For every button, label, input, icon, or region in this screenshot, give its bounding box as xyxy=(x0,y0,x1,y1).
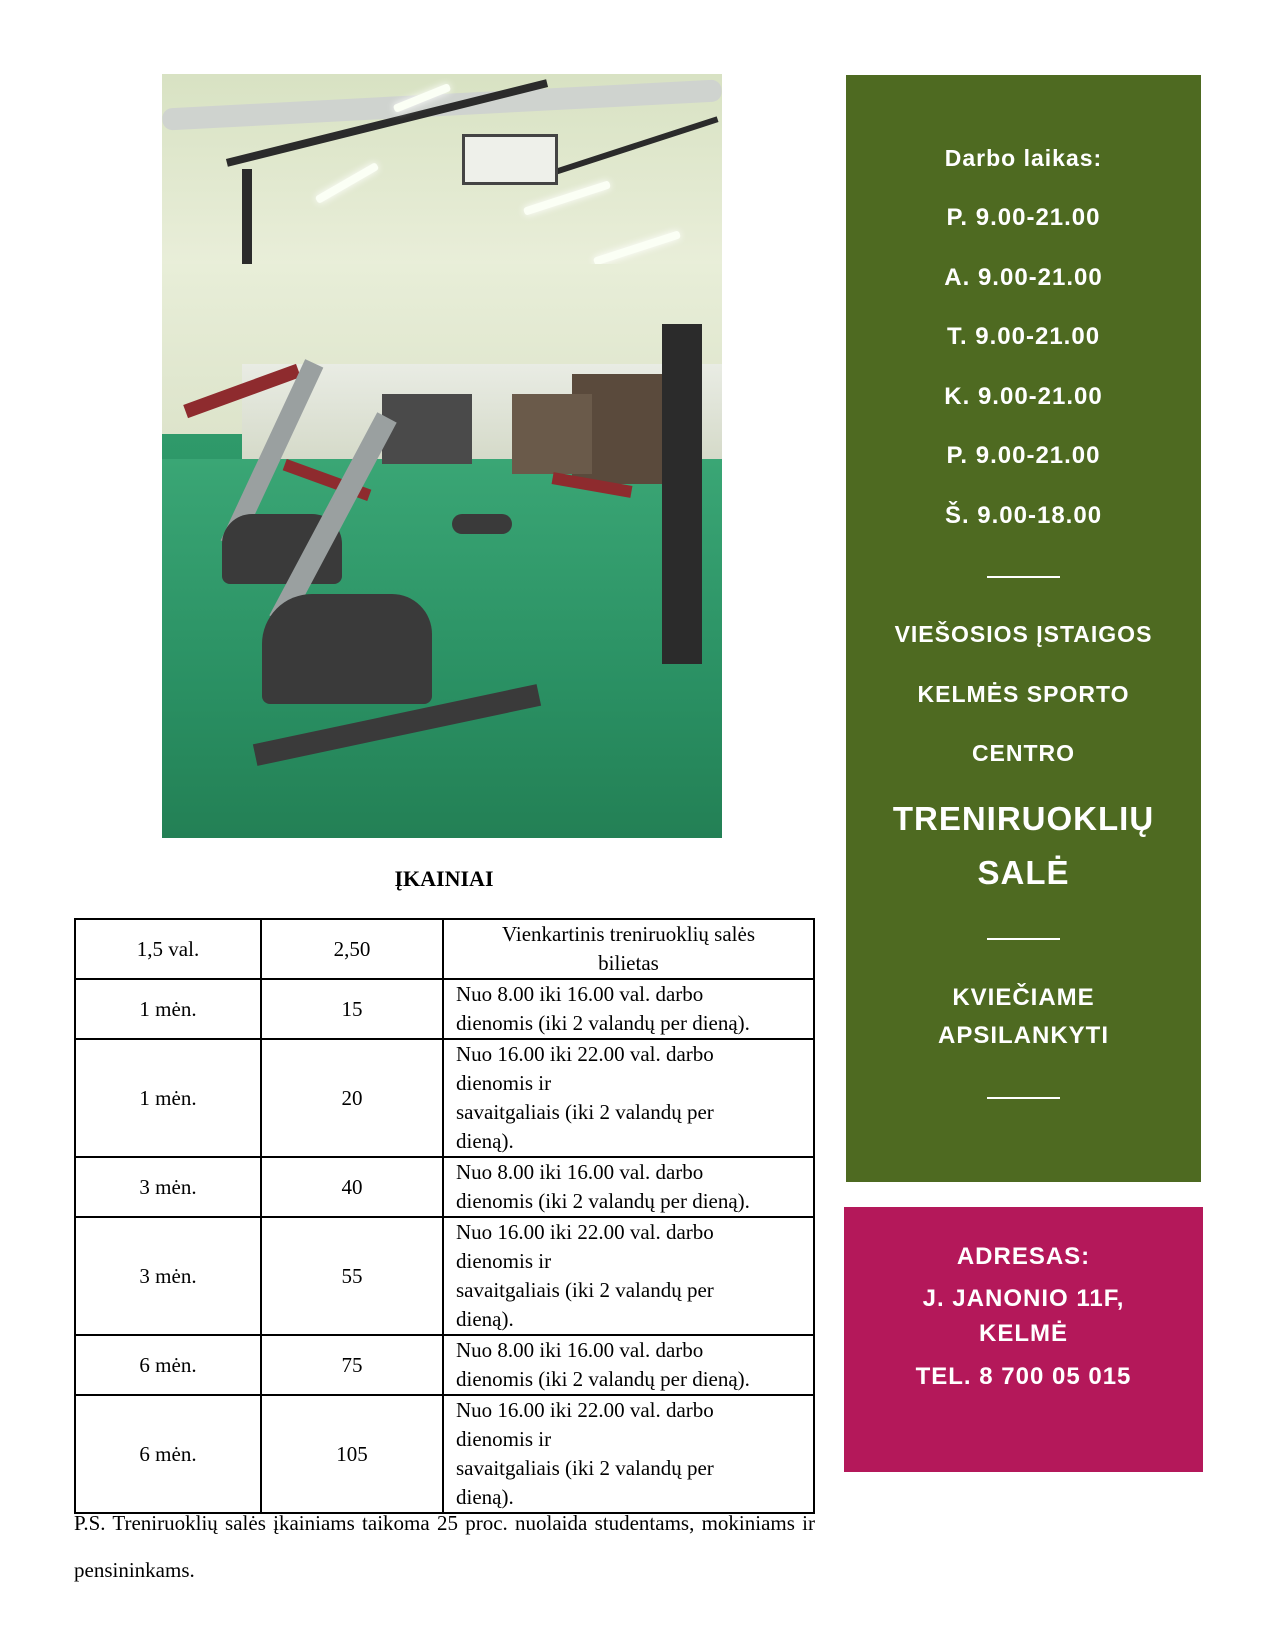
hours-panel xyxy=(846,75,1201,1182)
hours-thursday: K. 9.00-21.00 xyxy=(944,383,1103,410)
period-cell: 3 mėn. xyxy=(75,1157,261,1217)
hours-tuesday: A. 9.00-21.00 xyxy=(944,264,1103,291)
price-cell: 15 xyxy=(261,979,443,1039)
period-cell: 6 mėn. xyxy=(75,1395,261,1513)
address-label: ADRESAS: xyxy=(956,1243,1091,1270)
address-street: J. JANONIO 11F, xyxy=(922,1285,1125,1312)
invite-line-2: APSILANKYTI xyxy=(937,1022,1109,1049)
description-line: Nuo 8.00 iki 16.00 val. darbo xyxy=(456,1338,704,1362)
treadmill xyxy=(512,394,592,474)
description-line: dieną). xyxy=(456,1307,514,1331)
description-line: dienomis ir xyxy=(456,1071,552,1095)
table-row xyxy=(75,1157,814,1217)
description-cell xyxy=(443,1039,814,1157)
description-line: dienomis ir xyxy=(456,1427,552,1451)
period-cell: 6 mėn. xyxy=(75,1335,261,1395)
org-line-1: VIEŠOSIOS ĮSTAIGOS xyxy=(894,621,1153,647)
description-line: dienomis (iki 2 valandų per dieną). xyxy=(456,1367,750,1391)
phone: TEL. 8 700 05 015 xyxy=(915,1363,1132,1390)
description-line: dienomis (iki 2 valandų per dieną). xyxy=(456,1189,750,1213)
discount-note: P.S. Treniruoklių salės įkainiams taikoma 25 proc. nuolaida studentams, mokiniams ir pensininkams. xyxy=(74,1511,815,1582)
divider xyxy=(987,938,1060,940)
price-cell: 2,50 xyxy=(261,919,443,979)
air-conditioner xyxy=(462,134,558,185)
price-cell: 55 xyxy=(261,1217,443,1335)
description-cell xyxy=(443,1157,814,1217)
period-cell: 1 mėn. xyxy=(75,1039,261,1157)
description-cell xyxy=(443,979,814,1039)
hours-wednesday: T. 9.00-21.00 xyxy=(946,323,1101,350)
pricing-table xyxy=(74,918,815,1514)
price-cell: 105 xyxy=(261,1395,443,1513)
table-row xyxy=(75,1217,814,1335)
description-line: Nuo 8.00 iki 16.00 val. darbo xyxy=(456,982,704,1006)
price-cell: 75 xyxy=(261,1335,443,1395)
hours-saturday: Š. 9.00-18.00 xyxy=(944,502,1103,529)
org-line-2: KELMĖS SPORTO xyxy=(917,681,1130,707)
pricing-title: ĮKAINIAI xyxy=(394,866,494,891)
exercise-bike xyxy=(262,594,432,704)
period-cell: 1,5 val. xyxy=(75,919,261,979)
table-row xyxy=(75,1395,814,1513)
table-row xyxy=(75,1039,814,1157)
org-line-3: CENTRO xyxy=(971,740,1076,766)
price-cell: 20 xyxy=(261,1039,443,1157)
hall-title-1: TRENIRUOKLIŲ xyxy=(892,800,1155,837)
table-row xyxy=(75,919,814,979)
hours-friday: P. 9.00-21.00 xyxy=(946,442,1101,469)
address-city: KELMĖ xyxy=(979,1320,1068,1347)
bike-seat xyxy=(452,514,512,534)
description-line: dienomis (iki 2 valandų per dieną). xyxy=(456,1011,750,1035)
contact-panel xyxy=(844,1205,1203,1472)
hours-monday: P. 9.00-21.00 xyxy=(946,204,1101,231)
description-line: savaitgaliais (iki 2 valandų per xyxy=(456,1456,714,1480)
period-cell: 3 mėn. xyxy=(75,1217,261,1335)
weight-machine xyxy=(662,324,702,664)
description-line: Nuo 16.00 iki 22.00 val. darbo xyxy=(456,1220,714,1244)
description-cell xyxy=(443,1395,814,1513)
period-cell: 1 mėn. xyxy=(75,979,261,1039)
description-line: Nuo 16.00 iki 22.00 val. darbo xyxy=(456,1398,714,1422)
description-line: dieną). xyxy=(456,1129,514,1153)
invite-line-1: KVIEČIAME xyxy=(952,984,1095,1011)
description-line: Nuo 16.00 iki 22.00 val. darbo xyxy=(456,1042,714,1066)
description-line: dieną). xyxy=(456,1485,514,1509)
elliptical xyxy=(382,394,472,464)
hall-title-2: SALĖ xyxy=(977,854,1070,891)
description-cell xyxy=(443,919,814,979)
table-row xyxy=(75,1335,814,1395)
gym-photo xyxy=(162,74,722,838)
description-line: bilietas xyxy=(598,951,659,975)
divider xyxy=(987,1097,1060,1099)
divider xyxy=(987,576,1060,578)
description-cell xyxy=(443,1217,814,1335)
table-row xyxy=(75,979,814,1039)
description-line: savaitgaliais (iki 2 valandų per xyxy=(456,1100,714,1124)
hours-heading: Darbo laikas: xyxy=(944,145,1103,171)
description-cell xyxy=(443,1335,814,1395)
price-cell: 40 xyxy=(261,1157,443,1217)
description-line: savaitgaliais (iki 2 valandų per xyxy=(456,1278,714,1302)
description-line: dienomis ir xyxy=(456,1249,552,1273)
description-line: Nuo 8.00 iki 16.00 val. darbo xyxy=(456,1160,704,1184)
description-line: Vienkartinis treniruoklių salės xyxy=(501,922,755,946)
ceiling-pipe xyxy=(242,169,252,279)
